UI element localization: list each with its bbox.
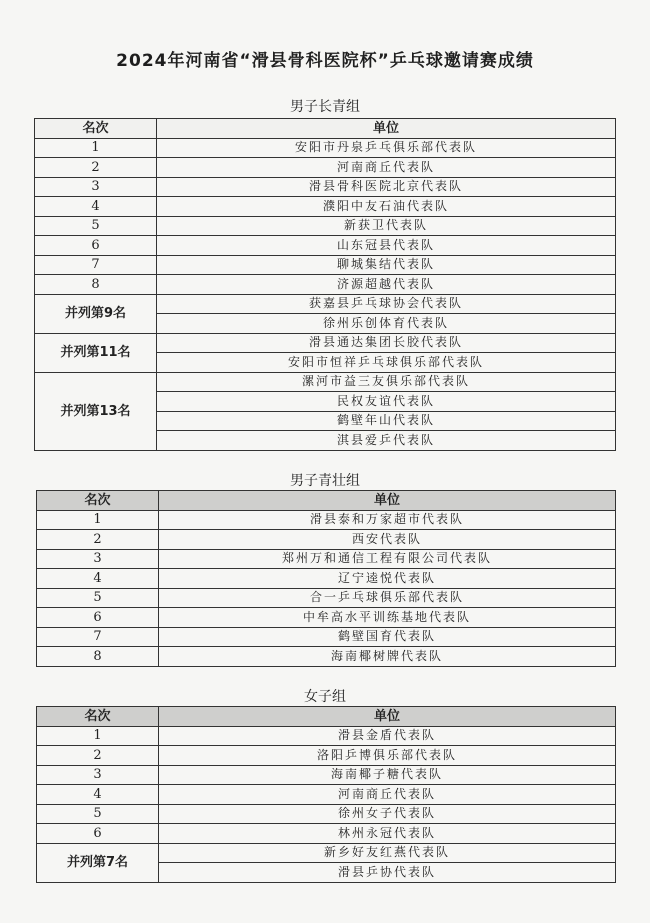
section-title-young-men: 男子青壮组 [290,473,360,489]
tied-rank-cell: 并列第13名 [35,372,157,450]
unit-column-header: 单位 [159,491,616,511]
rank-cell: 2 [37,746,159,766]
rank-cell: 7 [35,255,157,275]
table-row [35,138,616,158]
tied-rank-cell: 并列第11名 [35,333,157,372]
unit-cell: 获嘉县乒乓球协会代表队 [157,294,616,314]
table-row [37,530,616,550]
rank-cell: 4 [37,569,159,589]
unit-cell: 聊城集结代表队 [157,255,616,275]
tied-rank-cell: 并列第9名 [35,294,157,333]
unit-cell: 辽宁逵悦代表队 [159,569,616,589]
rank-cell: 5 [35,216,157,236]
unit-cell: 鹤壁年山代表队 [157,411,616,431]
unit-cell: 淇县爱乒代表队 [157,431,616,451]
rank-cell: 6 [37,824,159,844]
table-row [35,158,616,178]
rank-cell: 1 [35,138,157,158]
rank-cell: 6 [35,236,157,256]
rank-cell: 1 [37,726,159,746]
table-row [37,785,616,805]
unit-cell: 山东冠县代表队 [157,236,616,256]
unit-cell: 鹤壁国育代表队 [159,627,616,647]
rank-column-header: 名次 [37,707,159,727]
unit-column-header: 单位 [159,707,616,727]
table-row [35,255,616,275]
unit-cell: 濮阳中友石油代表队 [157,197,616,217]
rank-cell: 4 [37,785,159,805]
unit-cell: 徐州乐创体育代表队 [157,314,616,334]
rank-cell: 3 [37,549,159,569]
rank-cell: 6 [37,608,159,628]
rank-column-header: 名次 [35,119,157,139]
unit-column-header: 单位 [157,119,616,139]
rank-cell: 2 [35,158,157,178]
results-table-senior-men [34,118,616,451]
unit-cell: 西安代表队 [159,530,616,550]
unit-cell: 安阳市恒祥乒乓球俱乐部代表队 [157,353,616,373]
rank-cell: 5 [37,804,159,824]
table-row [35,197,616,217]
table-row [37,588,616,608]
rank-cell: 3 [37,765,159,785]
table-row [35,216,616,236]
unit-cell: 新乡好友红燕代表队 [159,843,616,863]
table-row [37,843,616,863]
unit-cell: 安阳市丹泉乒乓俱乐部代表队 [157,138,616,158]
rank-cell: 8 [37,647,159,667]
unit-cell: 滑县骨科医院北京代表队 [157,177,616,197]
rank-cell: 2 [37,530,159,550]
results-table-women [36,706,616,883]
unit-cell: 民权友谊代表队 [157,392,616,412]
unit-cell: 河南商丘代表队 [159,785,616,805]
unit-cell: 滑县金盾代表队 [159,726,616,746]
rank-cell: 3 [35,177,157,197]
unit-cell: 徐州女子代表队 [159,804,616,824]
rank-cell: 7 [37,627,159,647]
unit-cell: 海南椰子糖代表队 [159,765,616,785]
table-row [37,549,616,569]
table-row [37,569,616,589]
rank-cell: 4 [35,197,157,217]
unit-cell: 河南商丘代表队 [157,158,616,178]
rank-column-header: 名次 [37,491,159,511]
tied-rank-cell: 并列第7名 [37,843,159,882]
table-row [35,372,616,392]
unit-cell: 滑县泰和万家超市代表队 [159,510,616,530]
table-row [35,294,616,314]
table-row [37,765,616,785]
page-title: 2024年河南省“滑县骨科医院杯”乒乓球邀请赛成绩 [116,51,534,71]
table-header-row [37,491,616,511]
unit-cell: 洛阳乒博俱乐部代表队 [159,746,616,766]
results-table-young-men [36,490,616,667]
table-row [37,824,616,844]
unit-cell: 合一乒乓球俱乐部代表队 [159,588,616,608]
unit-cell: 林州永冠代表队 [159,824,616,844]
rank-cell: 1 [37,510,159,530]
section-title-senior-men: 男子长青组 [290,99,360,115]
table-row [37,726,616,746]
table-header-row [37,707,616,727]
unit-cell: 海南椰树牌代表队 [159,647,616,667]
table-row [37,804,616,824]
unit-cell: 漯河市益三友俱乐部代表队 [157,372,616,392]
table-row [35,236,616,256]
table-row [37,647,616,667]
table-row [37,627,616,647]
unit-cell: 新获卫代表队 [157,216,616,236]
table-row [35,333,616,353]
unit-cell: 中牟高水平训练基地代表队 [159,608,616,628]
unit-cell: 滑县乒协代表队 [159,863,616,883]
table-row [37,608,616,628]
unit-cell: 郑州万和通信工程有限公司代表队 [159,549,616,569]
rank-cell: 5 [37,588,159,608]
section-title-women: 女子组 [304,689,346,705]
table-row [37,746,616,766]
table-row [37,510,616,530]
table-header-row [35,119,616,139]
rank-cell: 8 [35,275,157,295]
table-row [35,275,616,295]
unit-cell: 济源超越代表队 [157,275,616,295]
table-row [35,177,616,197]
unit-cell: 滑县通达集团长胶代表队 [157,333,616,353]
